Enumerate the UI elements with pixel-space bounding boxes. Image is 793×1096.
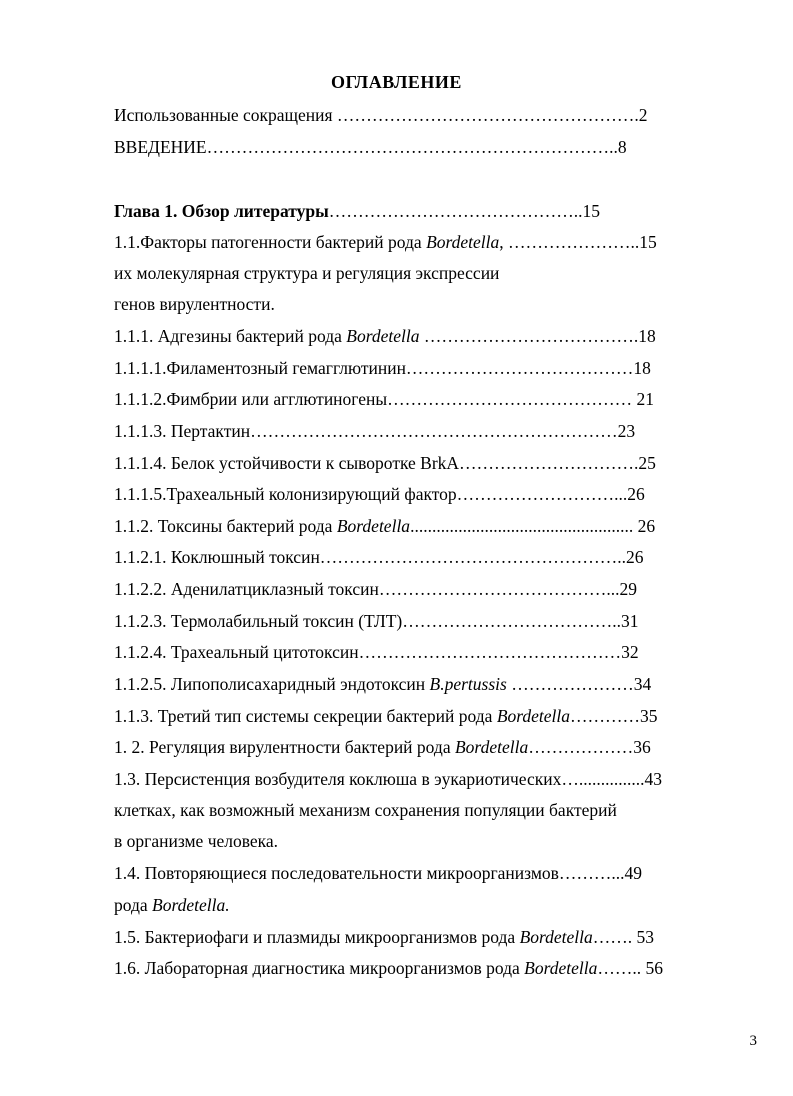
toc-entry-1-2 <box>114 735 651 759</box>
toc-text: 1.1.3. Третий тип системы секреции бактерий рода <box>114 706 497 726</box>
toc-entry-chapter-1 <box>114 199 600 223</box>
toc-genus: Bordetella. <box>152 895 230 915</box>
toc-leader: ……. 53 <box>592 927 655 947</box>
toc-text: 1.1.2. Токсины бактерий рода <box>114 516 337 536</box>
toc-entry-1-4-cont <box>114 893 230 917</box>
toc-leader: ……………………………….18 <box>419 326 656 346</box>
toc-entry-1-3: 1.3. Персистенция возбудителя коклюша в эукариотических…...............43 <box>114 769 663 789</box>
toc-text: 1.6. Лабораторная диагностика микроорганизмов рода <box>114 958 525 978</box>
toc-text: 1.5. Бактериофаги и плазмиды микроорганизмов рода <box>114 927 520 947</box>
toc-entry-1-1-1-4: 1.1.1.4. Белок устойчивости к сыворотке BrkA………………………….25 <box>114 453 656 473</box>
toc-entry-1-1-1-3: 1.1.1.3. Пертактин………………………………………………………23 <box>114 421 636 441</box>
toc-entry-1-1 <box>114 230 657 254</box>
toc-entry-1-1-2 <box>114 514 655 538</box>
toc-entry-1-1-2-5 <box>114 672 651 696</box>
toc-leader: …….. 56 <box>597 958 664 978</box>
toc-entry-1-3-cont: клетках, как возможный механизм сохранения популяции бактерий <box>114 800 617 820</box>
toc-text: 1. 2. Регуляция вирулентности бактерий рода <box>114 737 455 757</box>
toc-genus: Bordetella <box>519 927 593 947</box>
toc-entry-1-1-1 <box>114 324 656 348</box>
toc-entry-abbreviations: Использованные сокращения …………………………………………….2 <box>114 105 648 125</box>
toc-entry-1-1-1-2: 1.1.1.2.Фимбрии или агглютиногены…………………………………… 21 <box>114 389 655 409</box>
toc-text: 1.1.1. Адгезины бактерий рода <box>114 326 347 346</box>
toc-entry-1-1-2-3: 1.1.2.3. Термолабильный токсин (ТЛТ)………………………………..31 <box>114 611 639 631</box>
toc-genus: Bordetella <box>496 706 571 726</box>
toc-entry-1-1-2-1: 1.1.2.1. Коклюшный токсин……………………………………………..26 <box>114 547 644 567</box>
toc-genus: Bordetella <box>454 737 529 757</box>
toc-entry-1-4: 1.4. Повторяющиеся последовательности микроорганизмов………...49 <box>114 863 643 883</box>
toc-genus: Bordetella <box>524 958 598 978</box>
toc-chapter-title: Глава 1. Обзор литературы <box>114 201 329 221</box>
toc-leader: …………35 <box>570 706 658 726</box>
toc-entry-1-5 <box>114 925 654 949</box>
toc-text: 1.1.2.5. Липополисахаридный эндотоксин <box>114 674 430 694</box>
toc-leader: ................................................... 26 <box>410 516 656 536</box>
toc-entry-1-1-3 <box>114 704 658 728</box>
toc-entry-1-3-cont: в организме человека. <box>114 831 279 851</box>
toc-entry-1-1-2-4: 1.1.2.4. Трахеальный цитотоксин………………………………………32 <box>114 642 639 662</box>
page-title: ОГЛАВЛЕНИЕ <box>331 72 462 92</box>
toc-leader: ………………36 <box>528 737 651 757</box>
toc-genus: Bordetella <box>346 326 420 346</box>
toc-entry-introduction: ВВЕДЕНИЕ……………………………………………………………..8 <box>114 137 627 157</box>
toc-entry-1-1-1-5: 1.1.1.5.Трахеальный колонизирующий фактор………………………...26 <box>114 484 645 504</box>
toc-entry-1-1-cont: их молекулярная структура и регуляция экспрессии <box>114 263 500 283</box>
toc-entry-1-6 <box>114 956 663 980</box>
toc-text: рода <box>114 895 153 915</box>
toc-genus: Bordetella <box>426 232 500 252</box>
toc-chapter-leader: ……………………………………..15 <box>328 201 601 221</box>
toc-entry-1-1-cont: генов вирулентности. <box>114 294 275 314</box>
toc-genus: Bordetella <box>336 516 411 536</box>
toc-text: 1.1.Факторы патогенности бактерий рода <box>114 232 427 252</box>
toc-leader: , …………………..15 <box>499 232 657 252</box>
page-number: 3 <box>749 1033 757 1049</box>
toc-leader: …………………34 <box>506 674 652 694</box>
toc-species: B.pertussis <box>429 674 507 694</box>
toc-entry-1-1-1-1: 1.1.1.1.Филаментозный гемагглютинин…………………………………18 <box>114 358 651 378</box>
toc-entry-1-1-2-2: 1.1.2.2. Аденилатциклазный токсин…………………………………...29 <box>114 579 637 599</box>
